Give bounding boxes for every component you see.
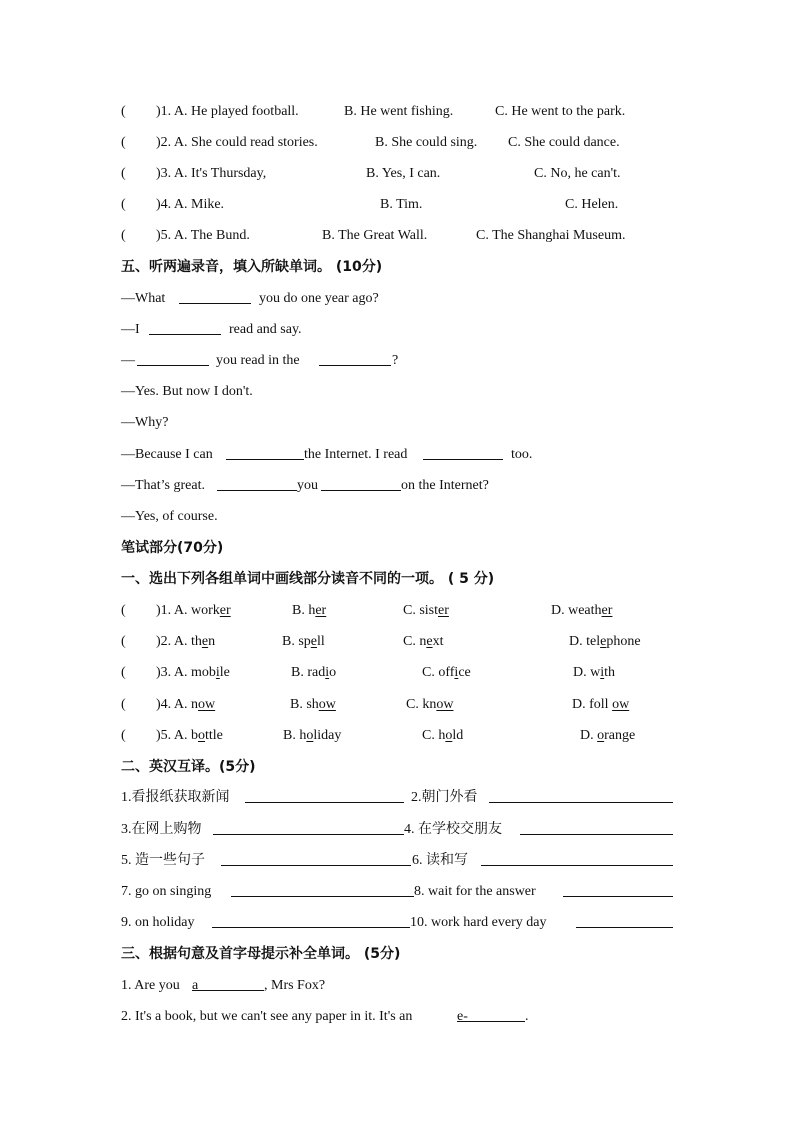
question-option-c: C. The Shanghai Museum. <box>476 228 626 243</box>
section-heading: 三、根据句意及首字母提示补全单词。 (5分) <box>121 946 401 962</box>
fill-blank[interactable] <box>231 881 414 897</box>
dialogue-line: —That’s great. you on the Internet? <box>0 475 794 497</box>
listen-question <box>0 163 794 185</box>
answer-paren: ( <box>121 166 126 181</box>
underlined-part: o <box>198 728 205 743</box>
fill-blank[interactable]: a <box>192 975 264 991</box>
dialogue-line: — you read in the ? <box>0 350 794 372</box>
fill-blank[interactable] <box>226 444 304 460</box>
answer-paren: ( <box>121 104 126 119</box>
dialogue-line: —Why? <box>121 415 169 430</box>
fill-blank[interactable] <box>179 288 251 304</box>
fill-blank[interactable] <box>489 787 673 803</box>
dialogue-line: —Yes, of course. <box>121 509 218 524</box>
section-heading: 五、听两遍录音，填入所缺单词。 (10分) <box>121 259 383 275</box>
fill-blank[interactable] <box>137 350 209 366</box>
question-option-a: )3. A. It's Thursday, <box>156 166 267 181</box>
section-heading: 二、英汉互译。(5分) <box>121 759 256 775</box>
underlined-part: e <box>310 634 318 649</box>
section-heading: 一、选出下列各组单词中画线部分读音不同的一项。 ( 5 分) <box>121 571 495 587</box>
underlined-part: er <box>601 603 613 618</box>
fill-blank[interactable] <box>245 787 404 803</box>
translate-row: 7. go on singing 8. wait for the answer <box>0 881 794 903</box>
underlined-part: ow <box>436 697 454 712</box>
underlined-part: e <box>600 634 607 649</box>
fill-blank[interactable] <box>149 319 221 335</box>
question-option-b: B. The Great Wall. <box>322 228 428 243</box>
translate-row: 1.看报纸获取新闻 2.朝门外看 <box>0 787 794 809</box>
listen-question <box>0 101 794 123</box>
underlined-part: i <box>215 665 220 680</box>
question-option-c: C. She could dance. <box>508 135 620 150</box>
phonics-question: ( )2. A. then B. spell C. next D. telephone <box>121 634 641 649</box>
underlined-part: o <box>597 728 605 743</box>
completion-question: 2. It's a book, but we can't see any paper in it. It's an e- . <box>0 1006 794 1028</box>
question-option-b: B. She could sing. <box>375 135 478 150</box>
completion-question: 1. Are you a , Mrs Fox? <box>0 975 794 997</box>
fill-blank[interactable] <box>212 912 410 928</box>
question-option-a: )4. A. Mike. <box>156 197 225 212</box>
listen-question <box>0 225 794 247</box>
fill-blank[interactable] <box>221 850 411 866</box>
fill-blank[interactable]: e- <box>457 1006 525 1022</box>
question-option-a: )1. A. He played football. <box>156 104 299 119</box>
question-option-b: B. Yes, I can. <box>366 166 441 181</box>
fill-blank[interactable] <box>481 850 673 866</box>
listen-question <box>0 132 794 154</box>
underlined-part: i <box>325 665 330 680</box>
underlined-part: er <box>315 603 327 618</box>
fill-blank[interactable] <box>563 881 673 897</box>
question-option-b: B. Tim. <box>380 197 423 212</box>
underlined-part: er <box>438 603 449 618</box>
underlined-part: ow <box>198 697 216 712</box>
underlined-part: o <box>445 728 453 743</box>
fill-blank[interactable] <box>213 819 404 835</box>
underlined-part: o <box>306 728 314 743</box>
translate-row: 5. 造一些句子 6. 读和写 <box>0 850 794 872</box>
listen-question <box>0 194 794 216</box>
underlined-part: e <box>201 634 209 649</box>
question-option-a: )5. A. The Bund. <box>156 228 250 243</box>
phonics-question: ( )1. A. worker B. her C. sister D. weather <box>121 603 613 618</box>
phonics-question: ( )3. A. mobile B. radio C. office D. with <box>121 665 616 680</box>
question-option-c: C. No, he can't. <box>534 166 621 181</box>
dialogue-line: —What you do one year ago? <box>0 288 794 310</box>
question-option-c: C. Helen. <box>565 197 619 212</box>
underlined-part: e <box>426 634 433 649</box>
question-option-b: B. He went fishing. <box>344 104 454 119</box>
translate-row: 3.在网上购物 4. 在学校交朋友 <box>0 819 794 841</box>
answer-paren: ( <box>121 228 126 243</box>
underlined-part: er <box>219 603 231 618</box>
phonics-question: ( )5. A. bottle B. holiday C. hold D. orange <box>121 728 636 743</box>
answer-paren: ( <box>121 197 126 212</box>
fill-blank[interactable] <box>576 912 673 928</box>
fill-blank[interactable] <box>217 475 297 491</box>
question-option-c: C. He went to the park. <box>495 104 626 119</box>
underlined-part: i <box>600 665 605 680</box>
underlined-part: ow <box>612 697 630 712</box>
section-heading: 笔试部分(70分) <box>121 540 224 556</box>
fill-blank[interactable] <box>520 819 673 835</box>
translate-row: 9. on holiday 10. work hard every day <box>0 912 794 934</box>
dialogue-line: —Yes. But now I don't. <box>121 384 253 399</box>
question-option-a: )2. A. She could read stories. <box>156 135 318 150</box>
dialogue-line: —Because I can the Internet. I read too. <box>0 444 794 466</box>
fill-blank[interactable] <box>321 475 401 491</box>
fill-blank[interactable] <box>423 444 503 460</box>
underlined-part: ow <box>318 697 336 712</box>
fill-blank[interactable] <box>319 350 391 366</box>
phonics-question: ( )4. A. now B. show C. know D. foll ow <box>121 697 630 712</box>
dialogue-line: —I read and say. <box>0 319 794 341</box>
answer-paren: ( <box>121 135 126 150</box>
underlined-part: i <box>454 665 459 680</box>
